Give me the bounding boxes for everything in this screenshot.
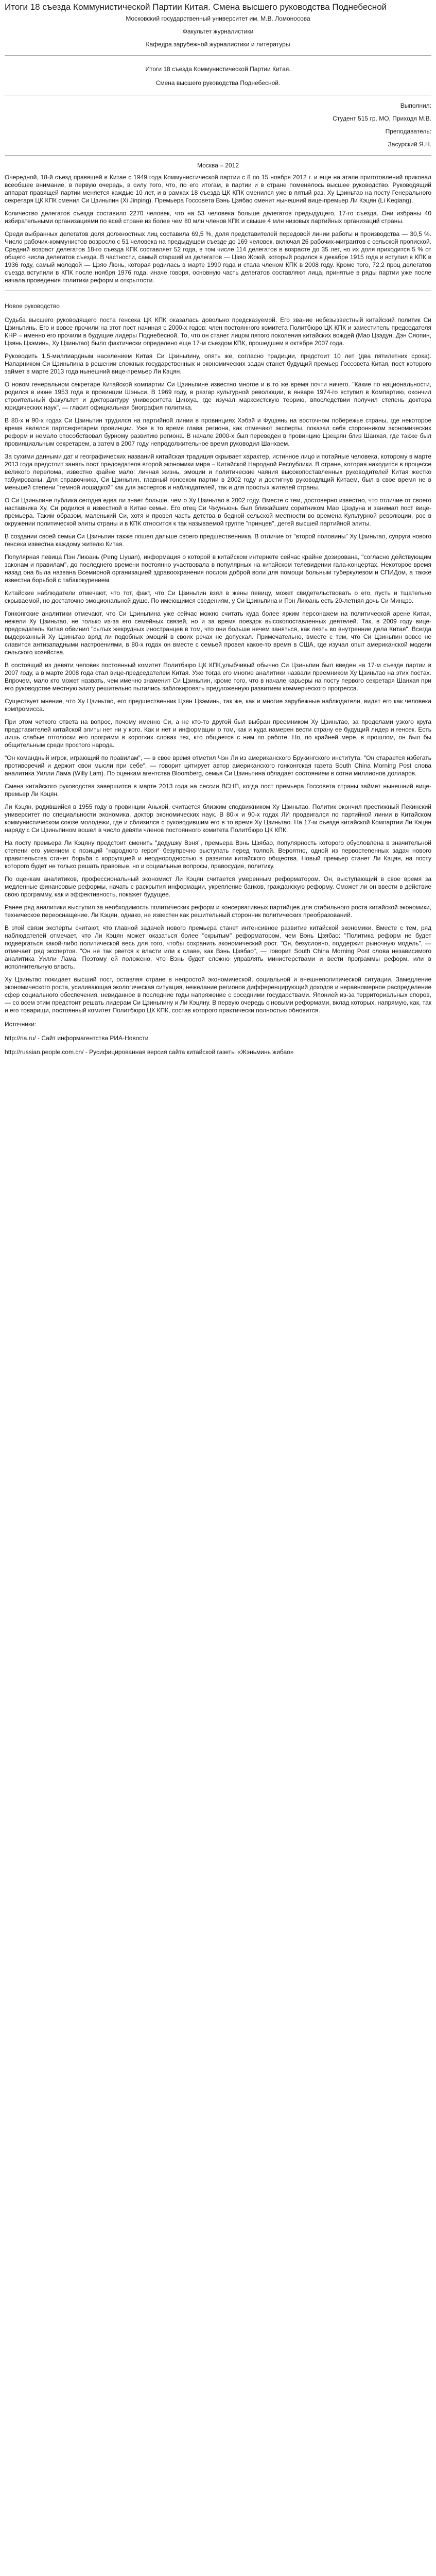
cover-subtitle: Смена высшего руководства Поднебесной. xyxy=(155,79,281,87)
faculty-name: Факультет журналистики xyxy=(182,28,254,35)
performer-name: Студент 515 гр. МО, Приходя М.В. xyxy=(333,115,431,122)
paragraph: Руководить 1,5-миллиардным населением Китая Си Цзиньпину, опять же, согласно традиции, предстоит 10 лет (два пятилетних срока). Напарником Си Цзиньпина в решении сложных государственных и экономических задач станет будущий премьер Госсовета Китая, пост которого займет в марте 2013 года нынешний вице-премьер Ли Кэцян. xyxy=(5,352,431,375)
paragraph: По оценкам аналитиков, профессиональный экономист Ли Кэцян считается умеренным реформатором. Он, выступающий в свое время за медленные финансовые реформы, начать с раскрытия информации, укрепление банков, гражданскую реформу. Сможет ли он ввести в действие свою программу, как и эффективность, покажет будущее. xyxy=(5,875,431,898)
sources-title: Источники: xyxy=(5,1021,37,1028)
performed-label: Выполнил: xyxy=(400,102,431,109)
intro-section xyxy=(5,174,431,284)
section-title: Новое руководство xyxy=(5,302,60,310)
paragraph: В 80-х и 90-х годах Си Цзиньпин трудился на партийной линии в провинциях Хэбэй и Фуцзянь на восточном побережье страны, где некоторое время являлся партсекретарем провинции. Уже в то время глава региона, как отмечают эксперты, показал себя сторонником экономических реформ и немало способствовал бурному развитию региона. В начале 2000-х был переведен в провинцию Цзецзян близ Шанхая, где также был провинциальным секретарем, а затем в 2007 году непродолжительное время руководил Шанхаем. xyxy=(5,417,431,447)
paragraph: Ху Цзиньтао покидает высший пост, оставляя стране в непростой экономической, социальной и внешнеполитической ситуации. Замедление экономического роста, усиливающая экологическая ситуация, нежелание регионов дифференцирующий доходов и неравномерное распределение сфер социального обеспечения, невиданное в последние годы напряжение с соседними государствами. Японией из-за территориальных споров, — со всем этим предстоит решать лидерам Си Цзиньпину и Ли Кэцяну. В первую очередь с новыми реформами, вклад которых, напрямую, как, так и его товарищи, постоянный комитет Политбюро ЦК КПК, состав которого практически полностью обновится. xyxy=(5,976,431,1014)
credits-block xyxy=(5,101,431,149)
paragraph: О новом генеральном секретаре Китайской компартии Си Цзиньпине известно многое и в то же время почти ничего. "Какие по национальности, родился в июне 1953 года в провинции Шэньси. В 1969 году, в разгар культурной революции, в январе 1974-го вступил в Компартию, окончил строительный факультет и докторантуру университета Цинхуа, где изучал марксистскую теорию, впоследствии получил степень доктора юридических наук", — гласит официальная биография политика. xyxy=(5,381,431,411)
paragraph: В этой связи эксперты считают, что главной задачей нового премьера станет интенсивное развитие китайской экономики. Вместе с тем, ряд наблюдателей отмечает, что Ли Кэцян может оказаться более "скрытым" реформатором, чем Вэнь Цзябао: "Политика реформ не будет подвергаться какой-либо политической весь для того, чтобы сохранить экономический рост. "Он, безусловно, поддержит рыночную модель", — отмечает ряд экспертов. "Он не так рвется к власти или к славе, как Вэнь Цзябао", — говорит South China Morning Post слова независимого аналитика Уилли Лама. Поэтому ей положено, что Вэнь будет сложно управлять министерствами и вести программы реформ, или в исполнительную власть. xyxy=(5,924,431,970)
paragraph: "Он командный игрок, играющий по правилам", — в свое время отметил Чэн Ли из американского Брукингского института. "Он старается избегать противоречий и держит свои мысли при себе", — говорит цитирует автор американского гонконгская газета South China Morning Post слова аналитика Уилли Лама (Willy Lam). По оценкам агентства Bloomberg, семья Си Цзиньпина обладает состоянием в сотни миллионов долларов. xyxy=(5,754,431,777)
paragraph: Количество делегатов съезда составило 2270 человек, что на 53 человека больше делегатов предыдущего, 17-го съезда. Они избраны 40 избирательными организациями по всей стране из более чем 80 млн членов КПК и свыше 4 млн низовых партийных организаций страны. xyxy=(5,210,431,225)
leadership-section xyxy=(5,316,431,1014)
paragraph: В состоящий из девяти человек постоянный комитет Политбюро ЦК КПК,улыбчивый обычно Си Цзиньпин был введен на 17-м съезде партии в 2007 году, а в марте 2008 года стал вице-председателем Китая. Уже тогда его многие аналитики назвали преемником Ху Цзиньтао на этих постах. Впрочем, мало кто может назвать, чем именно знаменит Си Цзиньпин, кроме того, что в начале карьеры на посту первого секретаря Шанхая при его руководстве местную элиту решительно пытались заблокировать предложенную развитием коммерческого прогресса. xyxy=(5,662,431,692)
sources-section xyxy=(5,1021,431,1056)
paragraph: За сухими данными дат и географических названий китайская традиция скрывает характер, истинное лицо и потайные человека, которому в марте 2013 года предстоит занять пост председателя второй экономики мира – Китайской Народной Республики. В стране, которая находится в процессе великого перелома, известно крайне мало: личная жизнь, эмоции и политические чаяния высокопоставленных руководителей Китая жестко табуированы. Для справочника, Си Цзиньпин, главный гонсеком партии в 2002 году и достигнув руководящий Китаем, был в свое время не в меньшей степени "темной лошадкой" как для экспертов и наблюдателей, так и для простых жителей страны. xyxy=(5,453,431,491)
source-item: http://ria.ru/ - Сайт информагентства РИА-Новости xyxy=(5,1035,149,1042)
paragraph: О Си Цзиньпине публика сегодня едва ли знает больше, чем о Ху Цзиньтао в 2002 году. Вместе с тем, достоверно известно, что отличие от своего наставника Ху, Си родился в известной в Китае семье. Его отец Си Чжуньюнь был ближайшим соратником Мао Цзэдуна и занимал пост вице-премьера. Таким образом, маленький Си, хотя и провел часть детства в бедной сельской местности во времена Культурной революции, рос в окружении политической элиты страны и в КПК относится к так называемой группе "принцев", детей высшей партийной элиты. xyxy=(5,497,431,527)
cover-title: Итоги 18 съезда Коммунистической Партии Китая. xyxy=(145,65,291,73)
paragraph: Гонконгские аналитики отмечают, что Си Цзиньпина уже сейчас можно считать куда более ярким персонажем на политической арене Китая, нежели Ху Цзиньтао, не только из-за его семейных связей, но и за время поездок высокопоставленных деятелей. Так, в 2009 году вице-председатель Китая обвинил "сытых жекрудных иностранцев в том, что они больше нечем заняться, как лезть во внутренние дела Китая". Всегда выдержанный Ху Цзиньтао вряд ли подобных эмоций в своих речах не допускал. Примечательно, вместе с тем, что Си Цзиньпин вовсе не славится антизападными настроениями, в 80-х годах он вместе с семьей провел какое-то время в США, где изучал опыт американской модели сельского хозяйства. xyxy=(5,610,431,656)
divider xyxy=(5,155,431,156)
paragraph: В создании своей семьи Си Цзиньпин также пошел дальше своего предшественника. В отличие от "второй половины" Ху Цзиньтао, супруга нового генсека известна каждому жителю Китая. xyxy=(5,533,431,548)
paragraph: Ранее ряд аналитики выступил за необходимость политических реформ и консервативных партийцев для стабильного роста китайской экономики, техническое переоснащение. Ли Кэцян, однако, не известен как решительный сторонник политических преобразований. xyxy=(5,904,431,919)
paragraph: Среди выбранных делегатов доля должностных лиц составила 69,5 %, доля представителей передовой линии работы и производства — 30,5 %. Число рабочих-коммунистов возросло с 51 человека на предыдущем съезде до 169 человек, включая 26 рабочих-мигрантов с сельской пропиской. Средний возраст делегатов 18-го съезда КПК составляет 52 года, в том числе 114 делегатов в возрасте до 35 лет, но их доля приходится 5 % от общего числа делегатов съезда. В частности, самый старший из делегатов — Цзяо Жоюй, который родился в декабре 1915 года и вступил в КПК в 1936 году, самый молодой — Цзяо Люнь, которая родилась в марте 1990 года и стала членом КПК в 2008 году. Кроме того, 72,2 проц делегатов съезда вступили в КПК после ноября 1976 года, иначе говоря, основную часть делегатов составляют лица, принятые в ряды партии уже после начала проведения политики реформ и открытости. xyxy=(5,230,431,284)
title-page-header xyxy=(5,14,431,49)
cover-title-block xyxy=(5,65,431,88)
paragraph: Существует мнение, что Ху Цзиньтао, его предшественник Цзян Цзэминь, так же, как и многие зарубежные наблюдатели, видят его как человека компромисса. xyxy=(5,698,431,713)
university-name: Московский государственный университет им. М.В. Ломоносова xyxy=(126,15,310,22)
teacher-name: Засурский Я.Н. xyxy=(388,141,431,148)
paragraph: Смена китайского руководства завершится в марте 2013 года на сессии ВСНП, когда пост премьера Госсовета страны займет нынешний вице-премьер Ли Кэцян. xyxy=(5,783,431,798)
document-page xyxy=(0,0,436,1056)
paragraph: Китайские наблюдатели отмечают, что тот, факт, что Си Цзиньпин взял в жены певицу, может свидетельствовать о его, пусть и тщательно скрываемой, но достаточно эмоциональной душе. По имеющимся сведениям, у Си Цзиньпина и Пэн Лиюань есть 20-летняя дочь Си Минцзэ. xyxy=(5,589,431,604)
source-item: http://russian.people.com.cn/ - Русифицированная версия сайта китайской газеты «Жэньминь жибао» xyxy=(5,1048,294,1056)
paragraph: На посту премьера Ли Кэцяну предстоит сменить "дедушку Вэня", премьера Вэнь Цзябао, популярность которого обусловлена в значительной степени его умением с позиций "народного героя" безупречно выступать перед толпой. Вероятно, одной из первостепенных задач нового правительства станет борьба с коррупцией и неоднородностью в развитии китайского общества. Новый премьер станет Ли Кэцян, на посту которого будет не только решать правовые, но и социальные вопросы, правосудие, политику. xyxy=(5,839,431,870)
paragraph: Судьба высшего руководящего поста генсека ЦК КПК оказалась довольно предсказуемой. Его звание небезызвестный китайский политик Си Цзиньпинь. Его и вовсе прочили на этот пост начиная с 2000-х годов: член постоянного комитета Политбюро ЦК КПК и заместитель председателя КНР – именно его прочили в будущие лидеры Поднебесной. То, что он станет лицом пятого поколения китайских вождей (Мао Цзэдун, Дэн Сяопин, Цзянь Цзэминь, Ху Цзиньтао) было фактически определено еще 17-м съездом КПК, прошедшем в октябре 2007 года. xyxy=(5,316,431,347)
paragraph: При этом четкого ответа на вопрос, почему именно Си, а не кто-то другой был выбран преемником Ху Цзиньтао, за пределами узкого круга представителей китайской элиты нет ни у кого. Как и нет и информации о том, как и куда намерен вести страну ее будущий лидер и генсек. Есть лишь слабые отголоски его программ в коротких словах тех, кто общается с ним по работе. Но, по крайней мере, в прошлом, он был бы общительным среди простого народа. xyxy=(5,718,431,749)
teacher-label: Преподаватель: xyxy=(385,128,431,135)
department-name: Кафедра зарубежной журналистики и литературы xyxy=(146,41,290,48)
divider xyxy=(5,55,431,56)
place-date: Москва – 2012 xyxy=(197,162,239,169)
paragraph: Ли Кэцян, родившийся в 1955 году в провинции Аньхой, считается близким сподвижником Ху Цзиньтао. Политик окончил престижный Пекинский университет по специальности экономика, доктор экономических наук. В 80-х и 90-х годах ЛИ продвигался по партийной линии в Китайском коммунистическом союзе молодежи, где и сблизился с руководившим его в то время Ху Цзиньтао. На 17-м съезде китайской Компартии Ли Кэцян наряду с Си Цзиньпином вошел в число девяти членов постоянного комитета Политбюро ЦК КПК. xyxy=(5,803,431,834)
paragraph: Популярная певица Пэн Лиюань (Peng Liyuan), информация о которой в китайском интернете сейчас крайне дозирована, "согласно действующим законам и правилам", до последнего времени постоянно участвовала в популярных на китайском телевидении гала-концертах. Некоторое время назад она была названа Всемирной организацией здравоохранения послом доброй воли для помощи больным туберкулезом и СПИДом, а также известна борьбой с табакокурением. xyxy=(5,553,431,584)
paragraph: Очередной, 18-й съезд правящей в Китае с 1949 года Коммунистической партии с 8 по 15 ноября 2012 г. и еще на этапе приготовлений приковал всеобщее внимание, в первую очередь, в силу того, что, по его итогам, в партии и в стране поменялось высшее руководство. Руководящий аппарат правящей партии меняется каждые 10 лет, и в рамках 18 съезда ЦК КПК сменился уже в пятый раз. Ху Цзиньтао на посту Генерального секретаря ЦК КПК сменил Си Цзиньпин (Xi Jinping). Премьера Госсовета Вэнь Цзябао сменит нынешний вице-премьер Ли Кэцян (Li Keqiang). xyxy=(5,174,431,204)
document-title: Итоги 18 съезда Коммунистической Партии Китая. Смена высшего руководства Поднебесной xyxy=(5,2,387,12)
